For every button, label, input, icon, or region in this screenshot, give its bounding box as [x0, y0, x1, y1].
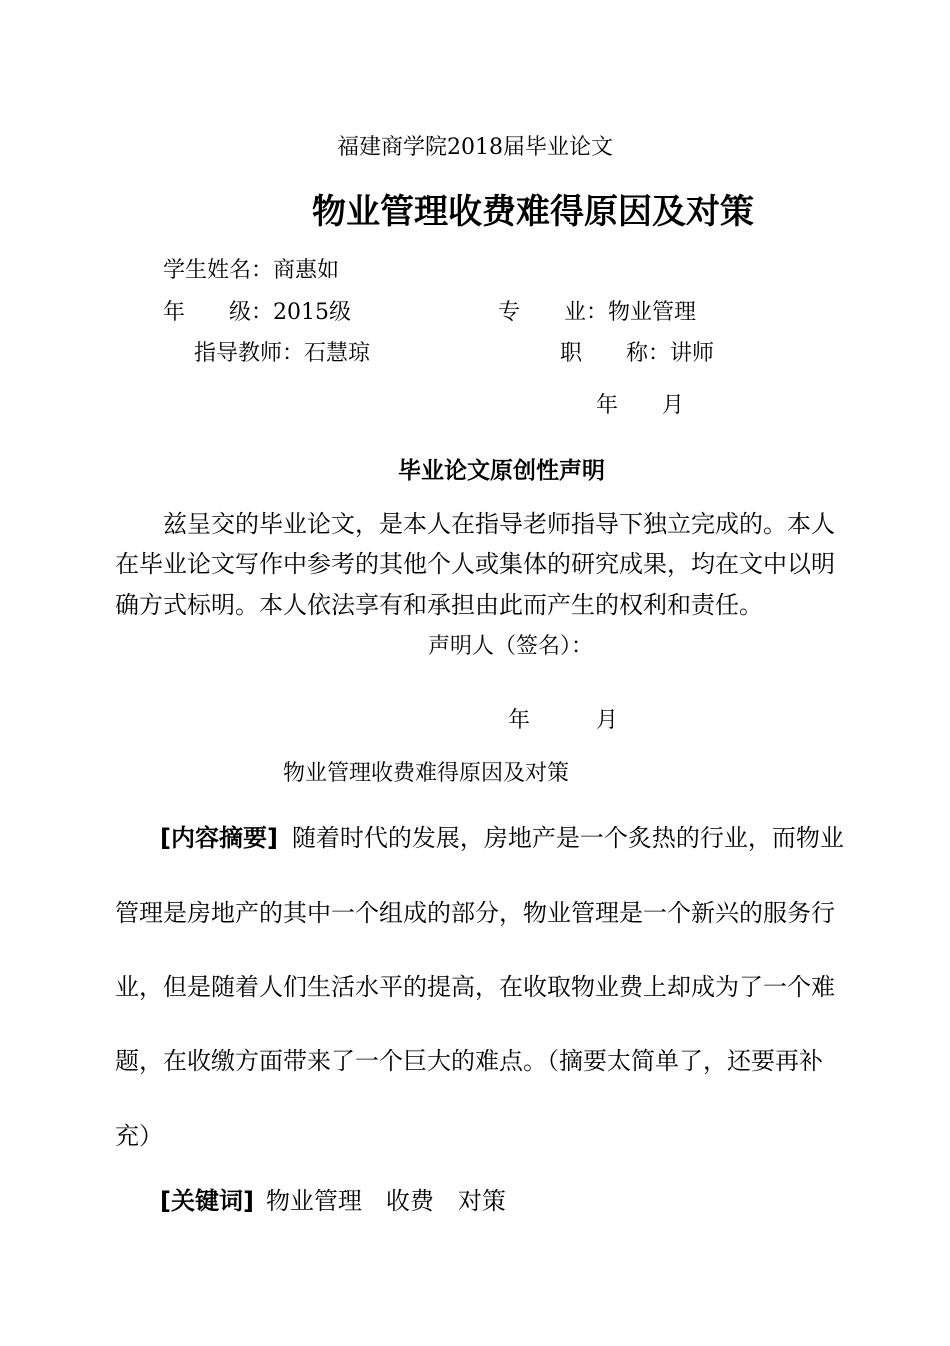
- declaration-line-3: 确方式标明。本人依法享有和承担由此而产生的权利和责任。: [115, 591, 763, 619]
- declaration-line-2: 在毕业论文写作中参考的其他个人或集体的研究成果，均在文中以明: [115, 550, 835, 578]
- rank-value: 讲师: [670, 341, 715, 366]
- major-field: [498, 298, 696, 328]
- grade-label: 年 级：: [163, 300, 274, 325]
- keywords-line: [160, 1185, 506, 1217]
- student-name: 学生姓名：商惠如: [163, 258, 340, 283]
- major-label: 专 业：: [498, 300, 609, 325]
- abstract-line-2: 管理是房地产的其中一个组成的部分，物业管理是一个新兴的服务行: [115, 899, 835, 927]
- abstract-line-5: 充）: [115, 1122, 163, 1150]
- abstract-label: [内容摘要]: [160, 824, 278, 852]
- thesis-title: 物业管理收费难得原因及对策: [312, 192, 754, 232]
- keywords-label: [关键词]: [160, 1187, 254, 1215]
- advisor-field: 指导教师：石慧琼: [194, 341, 371, 366]
- rank-field: [560, 339, 714, 369]
- abstract-subtitle: 物业管理收费难得原因及对策: [283, 761, 570, 786]
- thesis-header: 福建商学院2018届毕业论文: [337, 135, 613, 160]
- declaration-heading: 毕业论文原创性声明: [398, 458, 605, 484]
- abstract-text-1: 随着时代的发展，房地产是一个炙热的行业，而物业: [291, 824, 844, 852]
- declaration-date: 年 月: [508, 708, 619, 733]
- grade-value: 2015级: [273, 300, 352, 325]
- abstract-line-1: [160, 822, 844, 854]
- declaration-line-1: 兹呈交的毕业论文，是本人在指导老师指导下独立完成的。本人: [163, 510, 835, 538]
- major-value: 物业管理: [608, 300, 697, 325]
- keywords-value: 物业管理 收费 对策: [265, 1187, 506, 1215]
- grade-field: [163, 298, 351, 328]
- rank-label: 职 称：: [560, 341, 671, 366]
- abstract-line-3: 业，但是随着人们生活水平的提高，在收取物业费上却成为了一个难: [115, 973, 835, 1001]
- declarant-signature: 声明人（签名）：: [428, 634, 594, 659]
- info-date: 年 月: [596, 393, 685, 418]
- abstract-line-4: 题，在收缴方面带来了一个巨大的难点。（摘要太简单了，还要再补: [115, 1047, 823, 1075]
